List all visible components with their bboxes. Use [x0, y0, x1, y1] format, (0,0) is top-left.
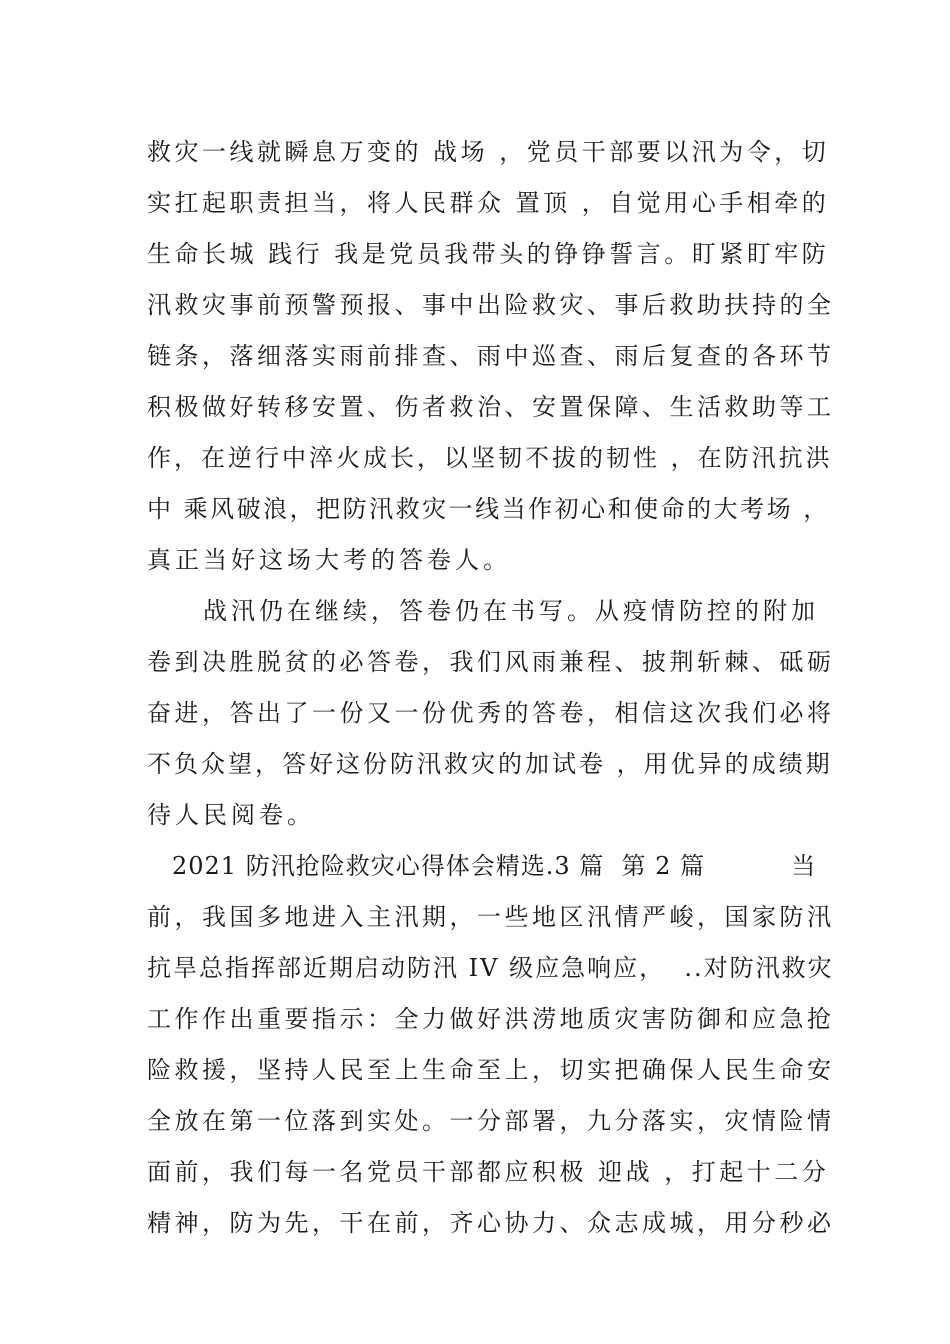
text-line: 战汛仍在继续，答卷仍在书写。从疫情防控的附加 [147, 597, 819, 625]
text-line: 面前，我们每一名党员干部都应积极 迎战 ，打起十二分 [147, 1158, 830, 1186]
text-line: 奋进，答出了一份又一份优秀的答卷，相信这次我们必将 [147, 699, 835, 727]
text-line: 生命长城 践行 我是党员我带头的铮铮誓言。盯紧盯牢防 [147, 240, 830, 268]
text-line: 不负众望，答好这份防汛救灾的加试卷 ，用优异的成绩期 [147, 750, 833, 778]
text-line: 精神，防为先，干在前，齐心协力、众志成城，用分秒必 [147, 1209, 835, 1237]
text-line: 中 乘风破浪，把防汛救灾一线当作初心和使命的大考场 ， [147, 495, 830, 523]
text-line: 险救援，坚持人民至上生命至上，切实把确保人民生命安 [147, 1056, 835, 1084]
text-line: 救灾一线就瞬息万变的 战场 ，党员干部要以汛为令，切 [147, 138, 830, 166]
text-line: 工作作出重要指示：全力做好洪涝地质灾害防御和应急抢 [147, 1005, 835, 1033]
text-line: 积极做好转移安置、伤者救治、安置保障、生活救助等工 [147, 393, 835, 421]
text-line: 抗旱总指挥部近期启动防汛 IV 级应急响应， ..对防汛救灾 [147, 954, 834, 982]
text-line: 实扛起职责担当，将人民群众 置顶 ，自觉用心手相牵的 [147, 189, 830, 217]
text-line: 链条，落细落实雨前排查、雨中巡查、雨后复查的各环节 [147, 342, 835, 370]
text-line: 作，在逆行中淬火成长，以坚韧不拔的韧性 ，在防汛抗洪 [147, 444, 833, 472]
section-heading-line: 2021 防汛抢险救灾心得体会精选.3 篇 第 2 篇 当 [147, 852, 817, 880]
text-line: 汛救灾事前预警预报、事中出险救灾、事后救助扶持的全 [147, 291, 835, 319]
text-line: 待人民阅卷。 [147, 801, 315, 829]
text-line: 卷到决胜脱贫的必答卷，我们风雨兼程、披荆斩棘、砥砺 [147, 648, 835, 676]
text-line: 全放在第一位落到实处。一分部署，九分落实，灾情险情 [147, 1107, 835, 1135]
text-line: 真正当好这场大考的答卷人。 [147, 546, 511, 574]
text-line: 前，我国多地进入主汛期，一些地区汛情严峻，国家防汛 [147, 903, 835, 931]
